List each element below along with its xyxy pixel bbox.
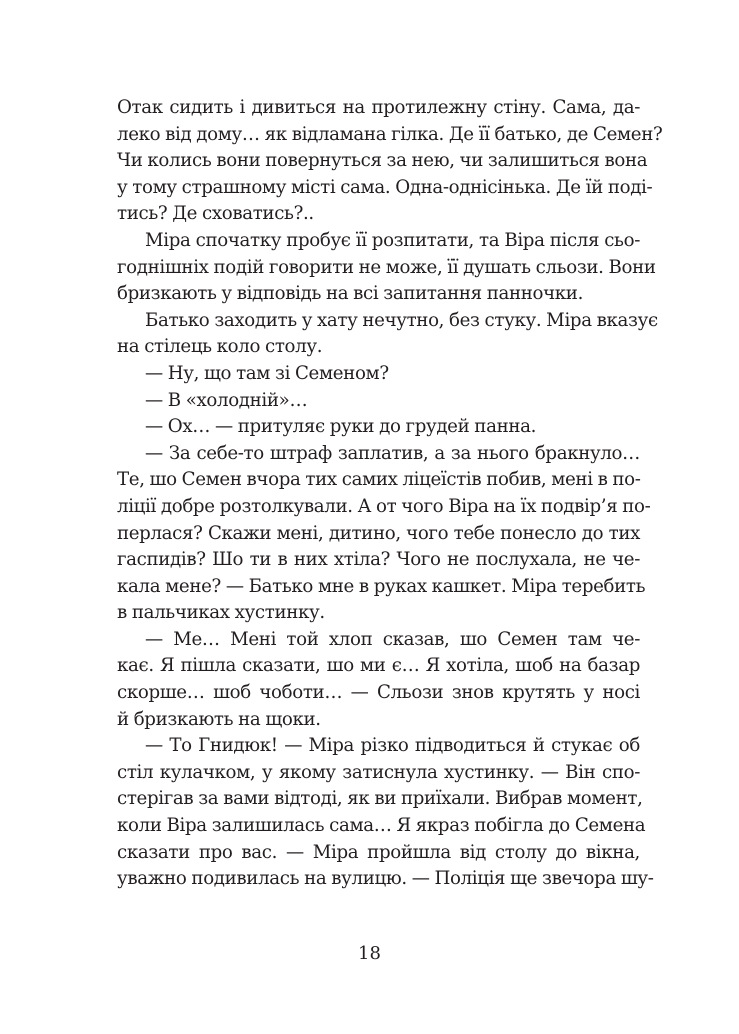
text-line: тись? Де сховатись?.. (117, 203, 314, 225)
text-line: ліції добре розтолкували. А от чого Віра на їх подвір’я по- (117, 495, 651, 517)
text-line: стіл кулачком, у якому затиснула хустинку. — Він спо- (117, 761, 640, 783)
text-line: в пальчиках хустинку. (117, 602, 325, 624)
text-line: у тому страшному місті сама. Одна-однісінька. Де їй поді- (117, 176, 653, 198)
text-line: стерігав за вами відтоді, як ви приїхали. Вибрав момент, (117, 788, 643, 810)
text-line: кала мене? — Батько мне в руках кашкет. Міра теребить (117, 575, 646, 597)
paragraph (117, 361, 640, 388)
text-line: коли Віра залишилась сама… Я якраз побігла до Семена (117, 815, 646, 837)
text-line: сказати про вас. — Міра пройшла від столу до вікна, (117, 841, 640, 863)
text-line: леко від дому… як відламана гілка. Де її батько, де Семен? (117, 123, 663, 145)
text-line: уважно подивилась на вулицю. — Поліція ще звечора шу- (117, 868, 654, 890)
text-line: — Ну, що там зі Семеном? (145, 362, 389, 384)
text-line: — Ме… Мені той хлоп сказав, шо Семен там че- (145, 628, 640, 650)
paragraph (117, 414, 640, 441)
text-line: Те, шо Семен вчора тих самих ліцеїстів побив, мені в по- (117, 469, 641, 491)
paragraph (117, 733, 654, 893)
text-line: годнішніх подій говорити не може, її душать сльози. Вони (117, 256, 656, 278)
page-number: 18 (358, 943, 381, 964)
text-line: — В «холодній»… (145, 389, 308, 411)
text-line: — Ох… — притуляє руки до грудей панна. (145, 416, 537, 438)
paragraph (117, 441, 651, 627)
text-line: й бризкають на щоки. (117, 708, 321, 730)
text-line: кає. Я пішла сказати, шо ми є… Я хотіла, шоб на базар (117, 655, 640, 677)
text-line: Отак сидить і дивиться на протилежну стіну. Сама, да- (117, 97, 640, 118)
paragraph (117, 308, 658, 361)
text-line: перлася? Скажи мені, дитино, чого тебе понесло до тих (117, 522, 640, 544)
paragraph (117, 627, 640, 733)
text-line: бризкають у відповідь на всі запитання панночки. (117, 283, 584, 305)
text-line: — То Гнидюк! — Міра різко підводиться й стукає об (145, 735, 640, 757)
text-line: Батько заходить у хату нечутно, без стуку. Міра вказує (145, 309, 658, 331)
body-text (117, 95, 663, 893)
text-line: Чи колись вони повернуться за нею, чи залишиться вона (117, 150, 648, 172)
paragraph (117, 388, 640, 415)
text-line: гаспидів? Шо ти в них хтіла? Чого не послухала, не че- (117, 549, 640, 571)
text-line: Міра спочатку пробує її розпитати, та Віра після сьо- (145, 229, 640, 251)
text-line: скорше… шоб чоботи… — Сльози знов крутять у носі (117, 682, 640, 704)
paragraph (117, 228, 656, 308)
paragraph (117, 95, 663, 228)
text-line: — За себе-то штраф заплатив, а за нього бракнуло… (145, 442, 640, 464)
text-line: на стілець коло столу. (117, 336, 323, 358)
